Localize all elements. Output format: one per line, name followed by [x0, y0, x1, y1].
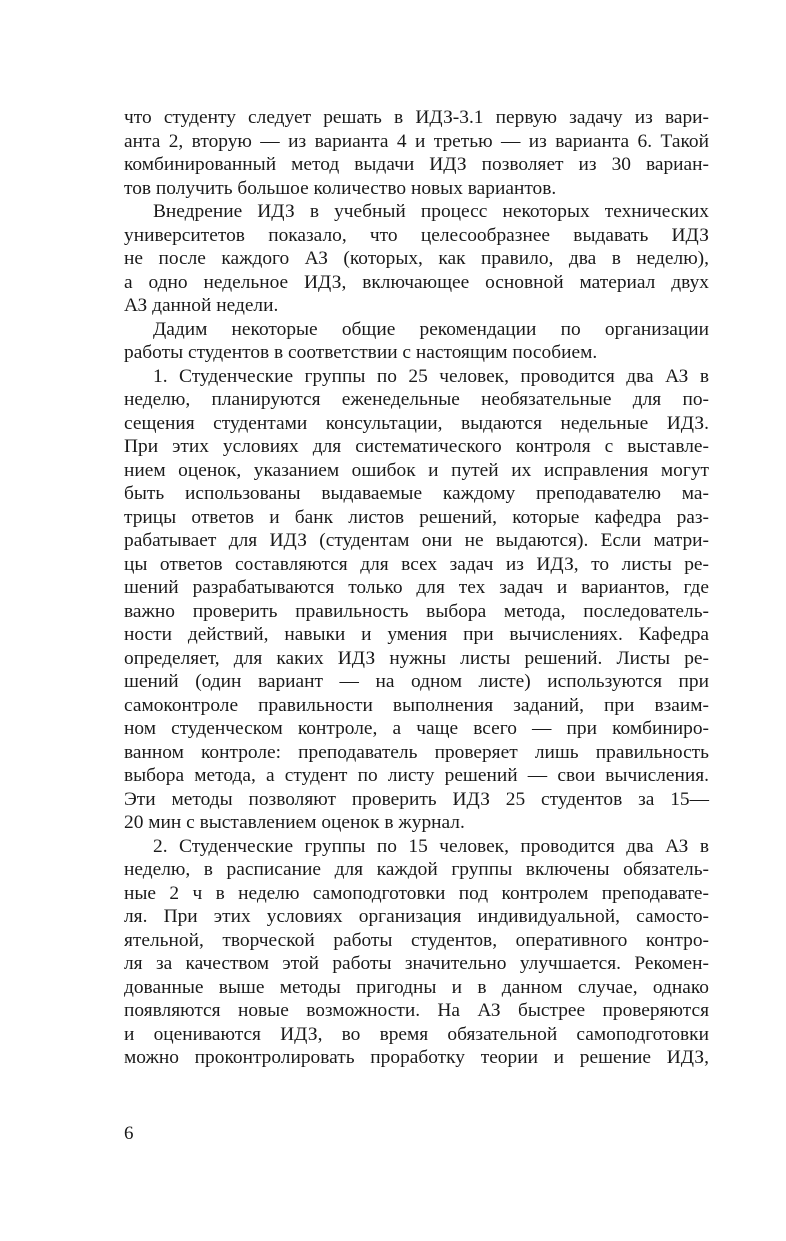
text-line: Дадим некоторые общие рекомендации по организации	[153, 318, 709, 340]
text-line: При этих условиях для систематического контроля с выставле-	[124, 436, 709, 457]
text-line: важно проверить правильность выбора метода, последователь-	[124, 600, 709, 622]
text-line: АЗ данной недели.	[124, 295, 279, 316]
text-line: комбинированный метод выдачи ИДЗ позволяет из 30 вариан-	[124, 154, 709, 175]
text-line: анта 2, вторую — из варианта 4 и третью — из варианта 6. Такой	[124, 130, 709, 152]
text-line: Внедрение ИДЗ в учебный процесс некоторых технических	[153, 201, 709, 222]
text-line: появляются новые возможности. На АЗ быстрее проверяются	[124, 1000, 709, 1021]
text-line: ля за качеством этой работы значительно улучшается. Рекомен-	[124, 953, 709, 974]
text-line: и оцениваются ИДЗ, во время обязательной самоподготовки	[124, 1023, 709, 1045]
page-number: 6	[124, 1123, 134, 1144]
text-line: не после каждого АЗ (которых, как правило, два в неделю),	[124, 248, 709, 269]
text-line: ятельной, творческой работы студентов, оперативного контро-	[124, 929, 709, 951]
text-line: неделю, в расписание для каждой группы включены обязатель-	[124, 859, 709, 880]
text-line: ные 2 ч в неделю самоподготовки под контролем преподавате-	[124, 882, 709, 904]
text-line: ном студенческом контроле, а чаще всего — при комбиниро-	[124, 718, 709, 739]
text-line: рабатывает для ИДЗ (студентам они не выдаются). Если матри-	[124, 530, 709, 551]
text-line: нием оценок, указанием ошибок и путей их исправления могут	[124, 459, 709, 481]
text-line: 20 мин с выставлением оценок в журнал.	[124, 812, 465, 833]
text-line: можно проконтролировать проработку теории и решение ИДЗ,	[124, 1047, 709, 1068]
text-line: неделю, планируются еженедельные необязательные для по-	[124, 389, 709, 410]
text-line: ванном контроле: преподаватель проверяет лишь правильность	[124, 741, 709, 763]
text-line: университетов показало, что целесообразнее выдавать ИДЗ	[124, 224, 709, 246]
body-text	[124, 106, 709, 1070]
text-line: 2. Студенческие группы по 15 человек, проводится два АЗ в	[153, 835, 709, 857]
text-line: трицы ответов и банк листов решений, которые кафедра раз-	[124, 506, 709, 528]
text-line: работы студентов в соответствии с настоящим пособием.	[124, 342, 598, 363]
text-line: шений (один вариант — на одном листе) используются при	[124, 671, 709, 692]
text-line: быть использованы выдаваемые каждому преподавателю ма-	[124, 483, 709, 504]
text-line: тов получить большое количество новых вариантов.	[124, 177, 557, 199]
text-line: а одно недельное ИДЗ, включающее основной материал двух	[124, 271, 709, 293]
text-line: выбора метода, а студент по листу решений — свои вычисления.	[124, 765, 709, 786]
text-line: дованные выше методы пригодны и в данном случае, однако	[124, 976, 709, 998]
text-line: Эти методы позволяют проверить ИДЗ 25 студентов за 15—	[124, 788, 709, 810]
text-line: цы ответов составляются для всех задач из ИДЗ, то листы ре-	[124, 553, 709, 575]
text-line: что студенту следует решать в ИДЗ-3.1 первую задачу из вари-	[124, 107, 709, 128]
text-line: 1. Студенческие группы по 25 человек, проводится два АЗ в	[153, 365, 709, 387]
text-line: определяет, для каких ИДЗ нужны листы решений. Листы ре-	[124, 647, 709, 669]
text-line: шений разрабатываются только для тех задач и вариантов, где	[124, 577, 709, 598]
text-line: самоконтроле правильности выполнения заданий, при взаим-	[124, 694, 709, 716]
text-line: сещения студентами консультации, выдаются недельные ИДЗ.	[124, 412, 709, 434]
text-line: ности действий, навыки и умения при вычислениях. Кафедра	[124, 624, 709, 645]
text-line: ля. При этих условиях организация индивидуальной, самосто-	[124, 906, 709, 927]
